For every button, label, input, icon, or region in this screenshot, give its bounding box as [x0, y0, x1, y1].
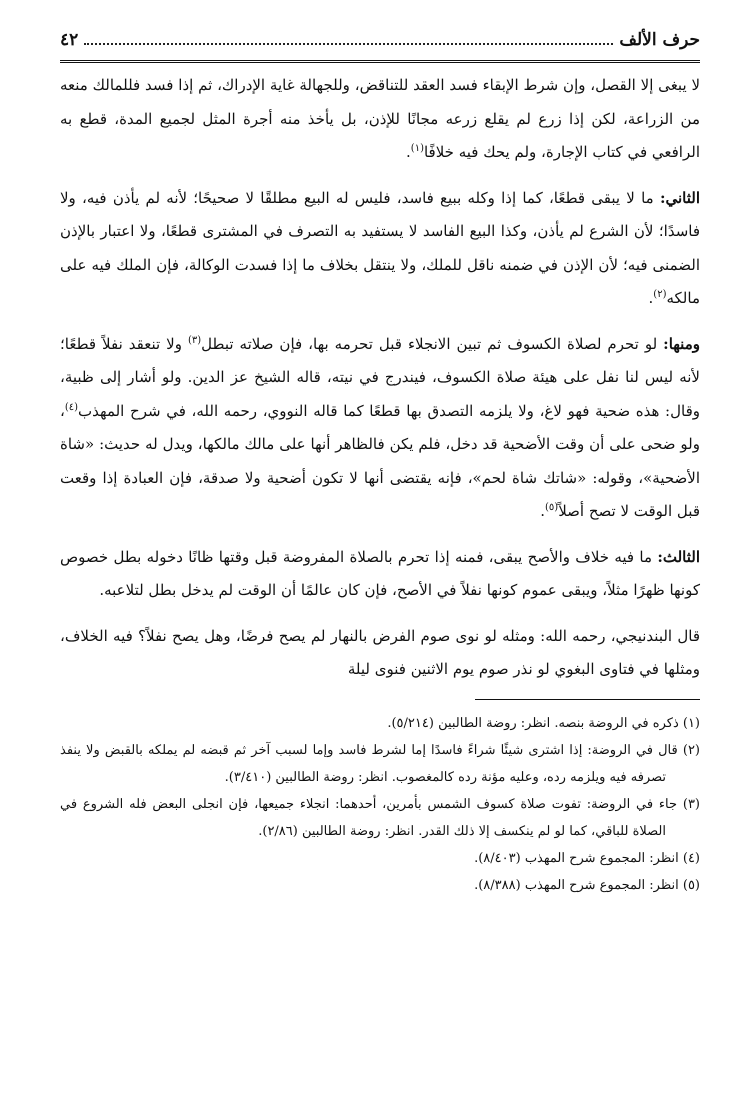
paragraph-tail: .: [406, 143, 411, 161]
page-number: ٤٢: [60, 30, 79, 50]
paragraph: [60, 620, 700, 687]
footnote-ref: (٢): [653, 289, 667, 300]
paragraph-text: ما لا يبقى قطعًا، كما إذا وكله ببيع فاسد، فليس له البيع مطلقًا لا صحيحًا؛ لأنه لم يأذن فيه، ولا فاسدًا؛ لأن الشرع لم يأذن، وكذا البيع الفاسد لا يستفيد به التصرف في المشترى قطعًا، ولا اعتبار بالإذن الضمنى فيه؛ لأن الإذن في ضمنه ناقل للملك، ولا ينتقل بخلاف ما إذا فسدت الوكالة، فإن الملك فيه على مالكه: [60, 188, 700, 307]
paragraph-text: ما فيه خلاف والأصح يبقى، فمنه إذا تحرم بالصلاة المفروضة قبل وقتها ظانًا دخوله بطل خصوص كونها ظهرًا مثلاً، ويبقى عموم كونها نفلاً في الأصح، فإن كان عالمًا أن الوقت لم يدخل بطل لتلاعبه.: [60, 547, 700, 599]
header-rule: [60, 60, 700, 63]
footnote-ref: (٥): [545, 502, 559, 513]
paragraph-lead: الثاني:: [659, 188, 700, 207]
paragraph-text: قال البندنيجي، رحمه الله: ومثله لو نوى صوم الفرض بالنهار لم يصح فرضًا، وهل يصح نفلاً؟ فيه الخلاف، ومثلها في فتاوى البغوي لو نذر صوم يوم الاثنين فنوى ليلة: [60, 626, 700, 678]
footnote: (٣) جاء في الروضة: تفوت صلاة كسوف الشمس بأمرين، أحدهما: انجلاء جميعها، فإن انجلى البعض فله الشروع في الصلاة للباقي، كما لو لم ينكسف إلا ذلك القدر. انظر: روضة الطالبين (٢/٨٦).: [60, 796, 700, 839]
running-title: حرف الألف: [619, 30, 700, 50]
footnote-separator: [475, 699, 700, 700]
book-page: [60, 28, 700, 899]
footnote: (٤) انظر: المجموع شرح المهذب (٨/٤٠٣).: [474, 850, 700, 866]
paragraph: [60, 541, 700, 608]
footnote-ref: (١): [410, 143, 424, 154]
paragraph-tail: .: [648, 289, 654, 307]
footnote-ref: (٣): [187, 334, 202, 346]
paragraph-lead: ومنها:: [663, 334, 700, 353]
page-header: [60, 28, 700, 58]
paragraph-lead: الثالث:: [657, 547, 700, 566]
footnote: (٢) قال في الروضة: إذا اشترى شيئًا شراءً فاسدًا إما لشرط فاسد وإما لسبب آخر ثم قبضه لم يملكه بالقبض ولا ينفذ تصرفه فيه ويلزمه رده، وعليه مؤنة رده كالمغصوب. انظر: روضة الطالبين (٣/٤١٠).: [60, 742, 700, 785]
paragraph-text: لا يبغى إلا القصل، وإن شرط الإبقاء فسد العقد للتناقض، وللجهالة غاية الإدراك، ثم إذا فسد فللمالك منعه من الزراعة، لكن إذا زرع لم يقلع زرعه مجانًا للإذن، بل يأخذ منه أجرة المثل لجميع المدة، قطع به الرافعي في كتاب الإجارة، ولم يحك فيه خلافًا: [60, 76, 700, 161]
footnote: (١) ذكره في الروضة بنصه. انظر: روضة الطالبين (٥/٢١٤).: [387, 715, 700, 731]
footnotes: [60, 710, 700, 899]
paragraph: [60, 182, 700, 316]
paragraph: [60, 328, 700, 529]
paragraph: [60, 69, 700, 170]
paragraph-text: لو تحرم لصلاة الكسوف ثم تبين الانجلاء قبل تحرمه بها، فإن صلاته تبطل: [201, 334, 658, 353]
paragraph-tail: .: [540, 502, 546, 520]
paragraph-text: ولا تنعقد نفلاً قطعًا؛ لأنه ليس لنا نفل على هيئة صلاة الكسوف، فيندرج في نيته، قاله الشيخ عز الدين. ولو أشار إلى ظبية، وقال: هذه ضحية فهو لاغ، ولا يلزمه التصدق بها قطعًا كما قاله النووي، رحمه الله، في شرح المهذب: [60, 334, 700, 420]
header-dot-leader: [84, 43, 613, 45]
footnote-ref: (٤): [64, 401, 79, 413]
main-text: [60, 69, 700, 687]
paragraph-text: ، ولو ضحى على أن وقت الأضحية قد دخل، فلم يكن فالظاهر أنها على مالك مالكها، ويدل له حديث: «شاة الأضحية»، وقوله: «شاتك شاة لحم»، فإنه يقتضى أنها لا تكون أضحية ولا صدقة، فإن العبادة إذا وقعت قبل الوقت لا تصح أصلاً: [60, 401, 700, 520]
footnote: (٥) انظر: المجموع شرح المهذب (٨/٣٨٨).: [474, 877, 700, 893]
